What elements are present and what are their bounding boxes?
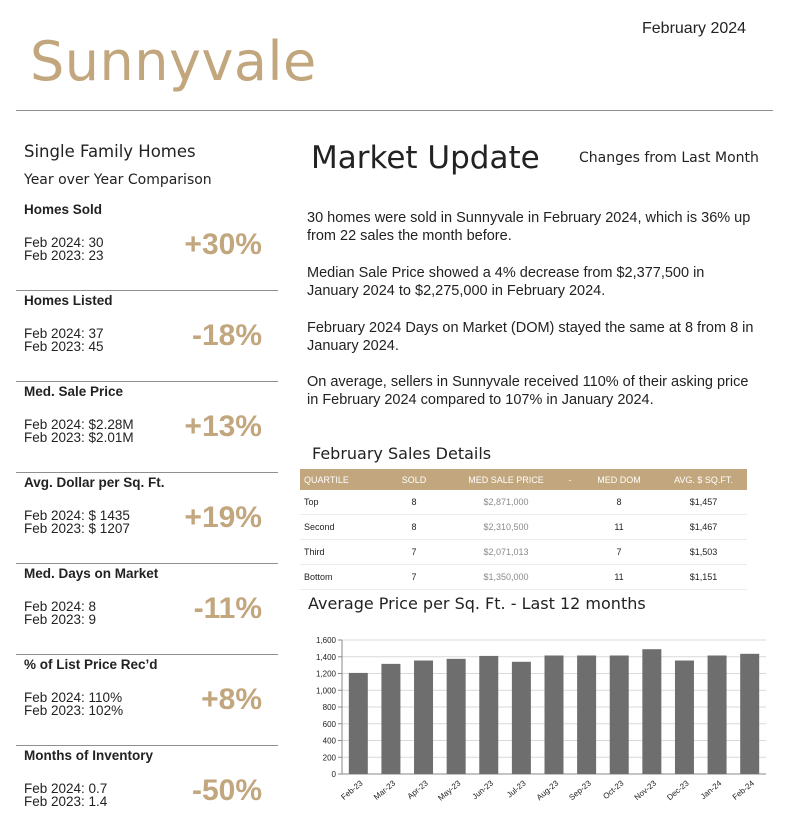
stat-values — [24, 418, 134, 444]
stat-title: Med. Sale Price — [24, 384, 124, 399]
stat-percent-change: +8% — [201, 683, 262, 716]
stat-values — [24, 509, 130, 535]
table-cell — [562, 490, 578, 515]
stat-line-previous: Feb 2023: 23 — [24, 248, 104, 263]
table-header-row — [300, 469, 747, 490]
table-cell: $2,871,000 — [450, 490, 562, 515]
stat-values — [24, 691, 123, 717]
table-cell: $1,151 — [660, 565, 747, 590]
stat-line-current: Feb 2024: 0.7 — [24, 781, 108, 796]
bar — [414, 661, 433, 774]
x-tick-label: Dec-23 — [665, 778, 691, 803]
stat-title: Med. Days on Market — [24, 566, 159, 581]
stat-title: % of List Price Rec’d — [24, 657, 158, 672]
y-tick-label: 400 — [322, 736, 336, 746]
table-cell — [562, 515, 578, 540]
table-cell — [562, 540, 578, 565]
bar — [610, 655, 629, 774]
stat-line-current: Feb 2024: 110% — [24, 690, 123, 705]
bar — [545, 655, 564, 774]
table-row — [300, 565, 747, 590]
table-row — [300, 515, 747, 540]
column-header: - — [562, 469, 578, 490]
table-cell: Third — [300, 540, 378, 565]
stat-title: Homes Sold — [24, 202, 103, 217]
stat-line-current: Feb 2024: 37 — [24, 326, 104, 341]
y-tick-label: 800 — [322, 703, 336, 712]
stat-percent-change: +13% — [184, 410, 262, 443]
stat-values — [24, 782, 107, 808]
stat-values — [24, 600, 96, 626]
stat-percent-change: +30% — [184, 228, 262, 261]
summary-paragraph: February 2024 Days on Market (DOM) stayed the same at 8 from 8 in January 2024. — [307, 320, 754, 354]
stat-values — [24, 236, 104, 262]
comparison-subheading: Year over Year Comparison — [24, 172, 212, 188]
stat-homes-sold — [16, 200, 278, 291]
stat-line-previous: Feb 2023: $ 1207 — [24, 521, 130, 536]
table-cell: $1,350,000 — [450, 565, 562, 590]
x-tick-label: Sep-23 — [567, 778, 593, 803]
stat-percent-change: -18% — [191, 319, 262, 352]
column-header: AVG. $ SQ.FT. — [660, 469, 747, 490]
header-divider — [16, 110, 773, 111]
y-tick-label: 1,600 — [315, 636, 336, 645]
stat-days-on-market — [16, 564, 278, 655]
x-tick-label: Aug-23 — [534, 778, 561, 803]
x-tick-label: Jul-23 — [505, 778, 528, 800]
x-tick-label: Jan-24 — [698, 778, 724, 802]
stat-title: Homes Listed — [24, 293, 113, 308]
table-cell: Top — [300, 490, 378, 515]
bar — [675, 661, 694, 774]
x-tick-label: Mar-23 — [372, 778, 398, 802]
bar — [512, 662, 531, 774]
table-cell: Second — [300, 515, 378, 540]
stat-percent-change: -50% — [191, 774, 262, 807]
y-tick-label: 1,400 — [315, 652, 336, 662]
stat-med-sale-price — [16, 382, 278, 473]
summary-paragraph: 30 homes were sold in Sunnyvale in February 2024, which is 36% up from 22 sales the month before. — [307, 210, 751, 244]
property-type-heading: Single Family Homes — [24, 142, 196, 161]
table-cell — [562, 565, 578, 590]
y-tick-label: 200 — [322, 753, 336, 763]
x-tick-label: Nov-23 — [632, 778, 659, 803]
chart-title: Average Price per Sq. Ft. - Last 12 months — [308, 594, 646, 613]
stat-line-previous: Feb 2023: 45 — [24, 339, 104, 354]
table-row — [300, 540, 747, 565]
stat-line-current: Feb 2024: $2.28M — [24, 417, 134, 432]
stat-list-price-received — [16, 655, 278, 746]
bar — [447, 659, 466, 774]
stat-line-current: Feb 2024: $ 1435 — [24, 508, 130, 523]
x-tick-label: Oct-23 — [601, 778, 626, 801]
summary-paragraph: Median Sale Price showed a 4% decrease from $2,377,500 in January 2024 to $2,275,000 in February 2024. — [307, 265, 705, 299]
stat-homes-listed — [16, 291, 278, 382]
bar — [740, 654, 759, 774]
table-cell: $2,310,500 — [450, 515, 562, 540]
stat-title: Months of Inventory — [24, 748, 153, 763]
changes-label: Changes from Last Month — [579, 150, 759, 166]
table-cell: 7 — [578, 540, 660, 565]
x-tick-label: Jun-23 — [470, 778, 496, 802]
price-per-sqft-chart — [300, 620, 775, 832]
table-cell: $1,503 — [660, 540, 747, 565]
bar — [708, 655, 727, 774]
stat-values — [24, 327, 104, 353]
x-tick-label: Feb-23 — [339, 778, 365, 802]
stat-line-current: Feb 2024: 30 — [24, 235, 104, 250]
column-header: QUARTILE — [300, 469, 378, 490]
table-cell: Bottom — [300, 565, 378, 590]
table-cell: $1,457 — [660, 490, 747, 515]
table-cell: 8 — [378, 490, 450, 515]
y-tick-label: 1,200 — [315, 669, 336, 679]
bar — [381, 664, 400, 774]
stat-percent-change: -11% — [193, 592, 262, 625]
stat-line-current: Feb 2024: 8 — [24, 599, 97, 614]
stat-line-previous: Feb 2023: 102% — [24, 703, 124, 718]
city-title: Sunnyvale — [30, 30, 317, 93]
bar — [642, 649, 661, 774]
stat-line-previous: Feb 2023: 9 — [24, 612, 97, 627]
table-cell: $1,467 — [660, 515, 747, 540]
column-header: MED SALE PRICE — [450, 469, 562, 490]
sales-details-title: February Sales Details — [312, 444, 492, 463]
summary-paragraph: On average, sellers in Sunnyvale received 110% of their asking price in February 2024 compared to 107% in January 2024. — [307, 374, 749, 408]
sales-details-table — [300, 469, 747, 590]
bar — [349, 673, 368, 774]
bar — [577, 655, 596, 774]
table-cell: $2,071,013 — [450, 540, 562, 565]
table-row — [300, 490, 747, 515]
stat-line-previous: Feb 2023: 1.4 — [24, 794, 108, 809]
stat-avg-dollar-sqft — [16, 473, 278, 564]
column-header: SOLD — [378, 469, 450, 490]
table-cell: 11 — [578, 565, 660, 590]
table-cell: 11 — [578, 515, 660, 540]
stat-line-previous: Feb 2023: $2.01M — [24, 430, 134, 445]
y-tick-label: 600 — [322, 719, 336, 729]
table-cell: 8 — [378, 515, 450, 540]
market-update-title: Market Update — [311, 140, 540, 176]
report-date: February 2024 — [642, 20, 747, 37]
y-tick-label: 1,000 — [315, 686, 336, 696]
table-cell: 8 — [578, 490, 660, 515]
stat-percent-change: +19% — [184, 501, 262, 534]
bar — [479, 656, 498, 774]
y-tick-label: 0 — [331, 770, 336, 779]
table-cell: 7 — [378, 565, 450, 590]
x-tick-label: Apr-23 — [405, 778, 430, 801]
stat-title: Avg. Dollar per Sq. Ft. — [24, 475, 165, 490]
table-cell: 7 — [378, 540, 450, 565]
x-tick-label: Feb-24 — [730, 778, 756, 802]
x-tick-label: May-23 — [436, 778, 463, 803]
column-header: MED DOM — [578, 469, 660, 490]
stat-months-inventory — [16, 746, 278, 837]
